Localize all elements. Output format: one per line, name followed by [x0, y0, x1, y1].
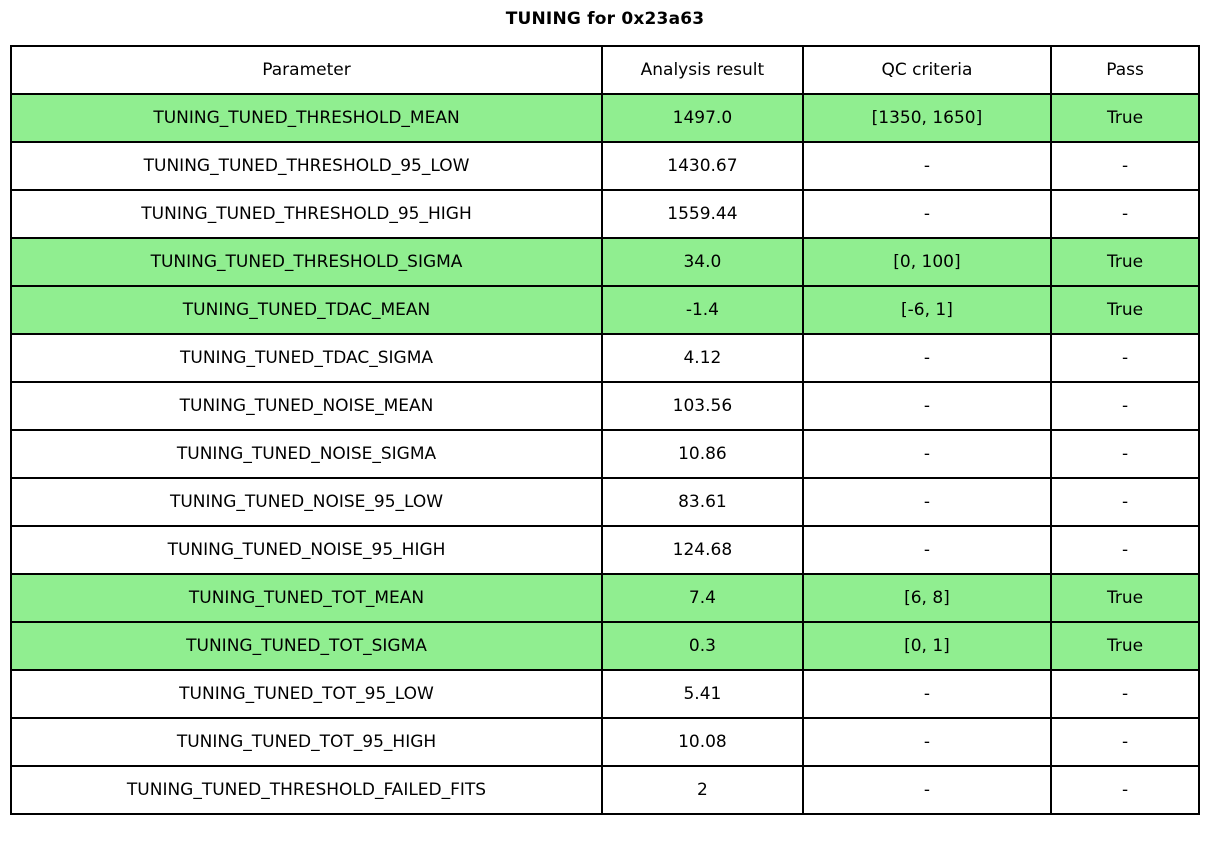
- table-header-row: [11, 46, 1199, 94]
- table-row: [11, 334, 1199, 382]
- cell-parameter: TUNING_TUNED_TOT_SIGMA: [11, 622, 602, 670]
- table-row: [11, 286, 1199, 334]
- cell-qc-criteria: -: [803, 382, 1051, 430]
- table-row: [11, 190, 1199, 238]
- cell-analysis-result: 10.86: [602, 430, 803, 478]
- cell-analysis-result: 1497.0: [602, 94, 803, 142]
- cell-pass: True: [1051, 94, 1199, 142]
- cell-analysis-result: 83.61: [602, 478, 803, 526]
- cell-qc-criteria: -: [803, 190, 1051, 238]
- cell-analysis-result: 124.68: [602, 526, 803, 574]
- cell-parameter: TUNING_TUNED_NOISE_SIGMA: [11, 430, 602, 478]
- cell-parameter: TUNING_TUNED_THRESHOLD_FAILED_FITS: [11, 766, 602, 814]
- cell-pass: -: [1051, 142, 1199, 190]
- cell-parameter: TUNING_TUNED_TOT_95_HIGH: [11, 718, 602, 766]
- cell-pass: -: [1051, 526, 1199, 574]
- cell-qc-criteria: -: [803, 526, 1051, 574]
- cell-analysis-result: 2: [602, 766, 803, 814]
- qc-results-table: [10, 45, 1200, 815]
- table-row: [11, 670, 1199, 718]
- cell-parameter: TUNING_TUNED_TOT_MEAN: [11, 574, 602, 622]
- cell-pass: True: [1051, 622, 1199, 670]
- table-row: [11, 94, 1199, 142]
- column-header-analysis-result: Analysis result: [602, 46, 803, 94]
- cell-qc-criteria: [1350, 1650]: [803, 94, 1051, 142]
- cell-parameter: TUNING_TUNED_NOISE_MEAN: [11, 382, 602, 430]
- cell-parameter: TUNING_TUNED_NOISE_95_LOW: [11, 478, 602, 526]
- table-body: [11, 94, 1199, 814]
- cell-pass: -: [1051, 334, 1199, 382]
- cell-analysis-result: -1.4: [602, 286, 803, 334]
- cell-pass: True: [1051, 286, 1199, 334]
- cell-qc-criteria: [-6, 1]: [803, 286, 1051, 334]
- cell-pass: -: [1051, 766, 1199, 814]
- cell-pass: -: [1051, 718, 1199, 766]
- table-row: [11, 718, 1199, 766]
- cell-qc-criteria: -: [803, 478, 1051, 526]
- table-row: [11, 766, 1199, 814]
- cell-qc-criteria: -: [803, 670, 1051, 718]
- cell-pass: -: [1051, 190, 1199, 238]
- page-title: TUNING for 0x23a63: [505, 9, 705, 29]
- cell-parameter: TUNING_TUNED_TDAC_SIGMA: [11, 334, 602, 382]
- cell-pass: -: [1051, 382, 1199, 430]
- cell-qc-criteria: [0, 1]: [803, 622, 1051, 670]
- cell-qc-criteria: -: [803, 766, 1051, 814]
- cell-analysis-result: 7.4: [602, 574, 803, 622]
- cell-analysis-result: 1559.44: [602, 190, 803, 238]
- cell-analysis-result: 4.12: [602, 334, 803, 382]
- cell-parameter: TUNING_TUNED_THRESHOLD_95_LOW: [11, 142, 602, 190]
- cell-qc-criteria: -: [803, 718, 1051, 766]
- cell-analysis-result: 5.41: [602, 670, 803, 718]
- cell-qc-criteria: -: [803, 142, 1051, 190]
- cell-pass: -: [1051, 478, 1199, 526]
- cell-qc-criteria: -: [803, 334, 1051, 382]
- cell-qc-criteria: -: [803, 430, 1051, 478]
- cell-qc-criteria: [6, 8]: [803, 574, 1051, 622]
- cell-parameter: TUNING_TUNED_NOISE_95_HIGH: [11, 526, 602, 574]
- cell-parameter: TUNING_TUNED_THRESHOLD_95_HIGH: [11, 190, 602, 238]
- cell-parameter: TUNING_TUNED_TDAC_MEAN: [11, 286, 602, 334]
- table-row: [11, 622, 1199, 670]
- cell-analysis-result: 34.0: [602, 238, 803, 286]
- table-row: [11, 526, 1199, 574]
- cell-analysis-result: 0.3: [602, 622, 803, 670]
- cell-parameter: TUNING_TUNED_THRESHOLD_MEAN: [11, 94, 602, 142]
- cell-analysis-result: 1430.67: [602, 142, 803, 190]
- table-row: [11, 238, 1199, 286]
- table-row: [11, 382, 1199, 430]
- table-row: [11, 574, 1199, 622]
- column-header-pass: Pass: [1051, 46, 1199, 94]
- table-row: [11, 142, 1199, 190]
- column-header-parameter: Parameter: [11, 46, 602, 94]
- cell-qc-criteria: [0, 100]: [803, 238, 1051, 286]
- cell-pass: True: [1051, 574, 1199, 622]
- cell-analysis-result: 10.08: [602, 718, 803, 766]
- cell-parameter: TUNING_TUNED_TOT_95_LOW: [11, 670, 602, 718]
- table-row: [11, 478, 1199, 526]
- cell-pass: -: [1051, 670, 1199, 718]
- cell-pass: True: [1051, 238, 1199, 286]
- column-header-qc-criteria: QC criteria: [803, 46, 1051, 94]
- cell-parameter: TUNING_TUNED_THRESHOLD_SIGMA: [11, 238, 602, 286]
- cell-pass: -: [1051, 430, 1199, 478]
- table-row: [11, 430, 1199, 478]
- cell-analysis-result: 103.56: [602, 382, 803, 430]
